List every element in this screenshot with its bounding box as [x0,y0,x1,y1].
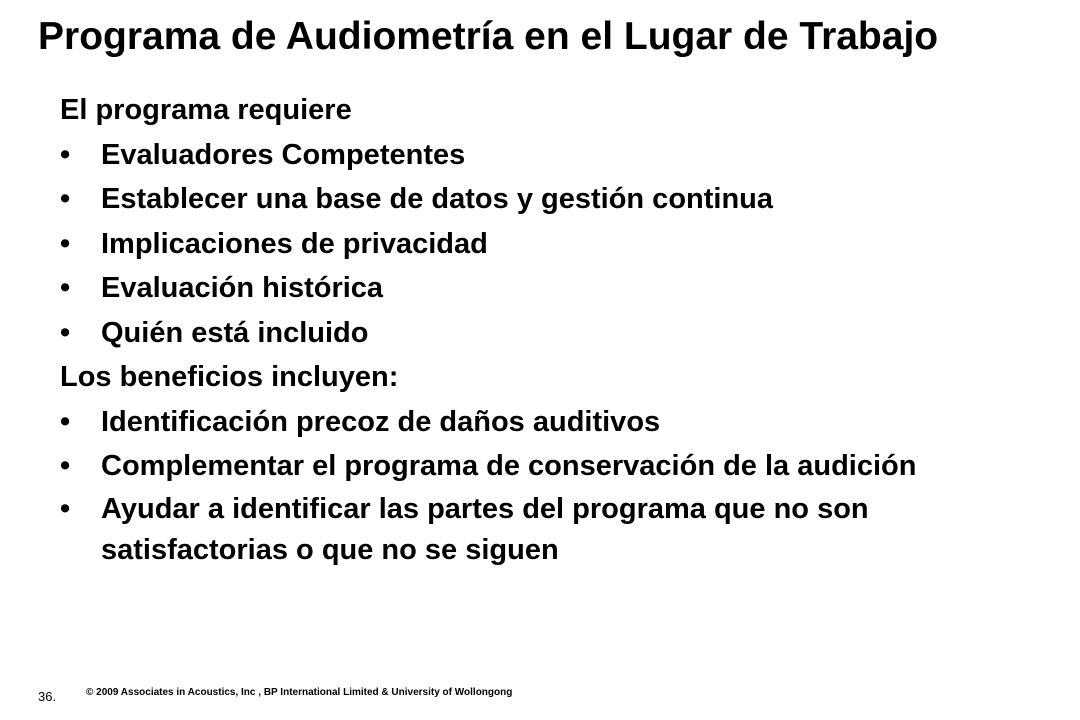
bullet-icon: • [60,138,71,171]
list-item [60,177,1060,222]
list-item-text: Evaluadores Competentes [101,138,466,171]
bullet-icon: • [60,272,71,304]
list-item-text: Evaluación histórica [101,272,384,304]
list-item [60,222,1060,267]
list-item-text: Ayudar a identificar las partes del programa que no son satisfactorias o que no se siguen [101,493,869,566]
list-item-text: Identificación precoz de daños auditivos [101,405,661,438]
benefits-list [60,400,1060,572]
list-item-text: Complementar el programa de conservación de la audición [101,450,917,482]
section-heading-benefits: Los beneficios incluyen: [60,361,399,393]
list-item-text: Implicaciones de privacidad [101,227,488,260]
list-item [60,400,1060,445]
list-item [60,311,1060,356]
bullet-icon: • [60,183,71,215]
list-item [60,266,1060,311]
list-item [60,489,1060,571]
slide-number: 36. [38,689,57,704]
slide-content [60,88,1060,573]
bullet-icon: • [60,227,71,260]
requirements-list [60,133,1060,356]
bullet-icon: • [60,316,71,349]
list-item-text: Quién está incluido [101,316,369,349]
bullet-icon: • [60,450,71,482]
list-item-text: Establecer una base de datos y gestión continua [101,183,774,215]
bullet-icon: • [60,493,71,525]
copyright-notice: © 2009 Associates in Acoustics, Inc , BP International Limited & University of Wollongong [86,687,513,698]
section-heading-requirements: El programa requiere [60,94,352,126]
bullet-icon: • [60,405,71,438]
slide-title: Programa de Audiometría en el Lugar de Trabajo [38,15,939,58]
list-item [60,446,1060,487]
list-item [60,133,1060,178]
